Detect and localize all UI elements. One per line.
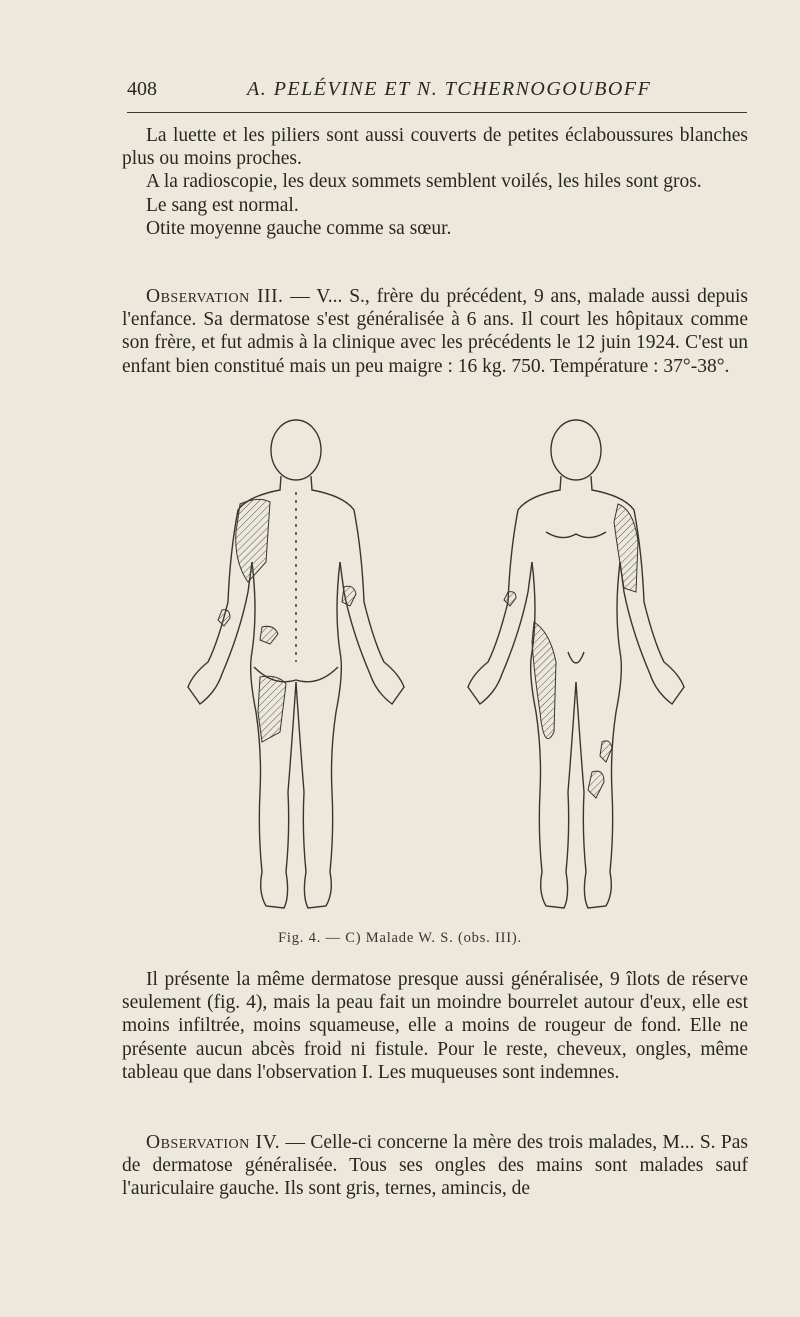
- running-head: A. PELÉVINE ET N. TCHERNOGOUBOFF: [247, 78, 652, 100]
- observation-3-heading: Observation III.: [146, 286, 284, 307]
- paragraph-otite: Otite moyenne gauche comme sa sœur.: [146, 217, 452, 239]
- observation-4: [122, 1131, 748, 1201]
- figure-body-diagram: [178, 412, 698, 922]
- paragraph-description: Il présente la même dermatose presque aussi généralisée, 9 îlots de réserve seulement (fig. 4), mais la peau fait un moindre bourrelet autour d'eux, elle est moins infiltrée, moins squameuse, elle a moins de rougeur de fond. Elle ne présente aucun abcès froid ni fistule. Pour le reste, cheveux, ongles, même tableau que dans l'observation I. Les muqueuses sont indemnes.: [122, 969, 748, 1083]
- page-header: [127, 72, 747, 113]
- observation-3: [122, 285, 748, 378]
- figure-caption: Fig. 4. — C) Malade W. S. (obs. III).: [278, 930, 522, 946]
- front-view-figure: [468, 420, 684, 908]
- back-view-figure: [188, 420, 404, 908]
- body-diagram: [178, 412, 698, 922]
- text-block-intro: [122, 124, 748, 240]
- observation-4-text: — Celle-ci concerne la mère des trois malades, M... S. Pas de dermatose généralisée. Tous ses ongles des mains sont malades sauf l'auriculaire gauche. Ils sont gris, ternes, amincis, de: [122, 1132, 748, 1200]
- text-block-description: [122, 968, 748, 1084]
- page-number: 408: [127, 78, 157, 100]
- paragraph-sang: Le sang est normal.: [146, 194, 299, 216]
- back-view-lesions: [218, 499, 356, 742]
- paragraph-observation-3: [122, 285, 748, 378]
- paragraph-observation-4: [122, 1131, 748, 1201]
- observation-3-text: — V... S., frère du précédent, 9 ans, malade aussi depuis l'enfance. Sa dermatose s'est généralisée à 6 ans. Il court les hôpitaux comme son frère, et fut admis à la clinique avec les précédents le 12 juin 1924. C'est un enfant bien constitué mais un peu maigre : 16 kg. 750. Température : 37°-38°.: [122, 286, 748, 377]
- observation-4-heading: Observation IV.: [146, 1132, 281, 1153]
- paragraph-luette: La luette et les piliers sont aussi couverts de petites éclaboussures blanches plus ou moins proches.: [122, 125, 748, 170]
- paragraph-radioscopie: A la radioscopie, les deux sommets semblent voilés, les hiles sont gros.: [146, 171, 702, 193]
